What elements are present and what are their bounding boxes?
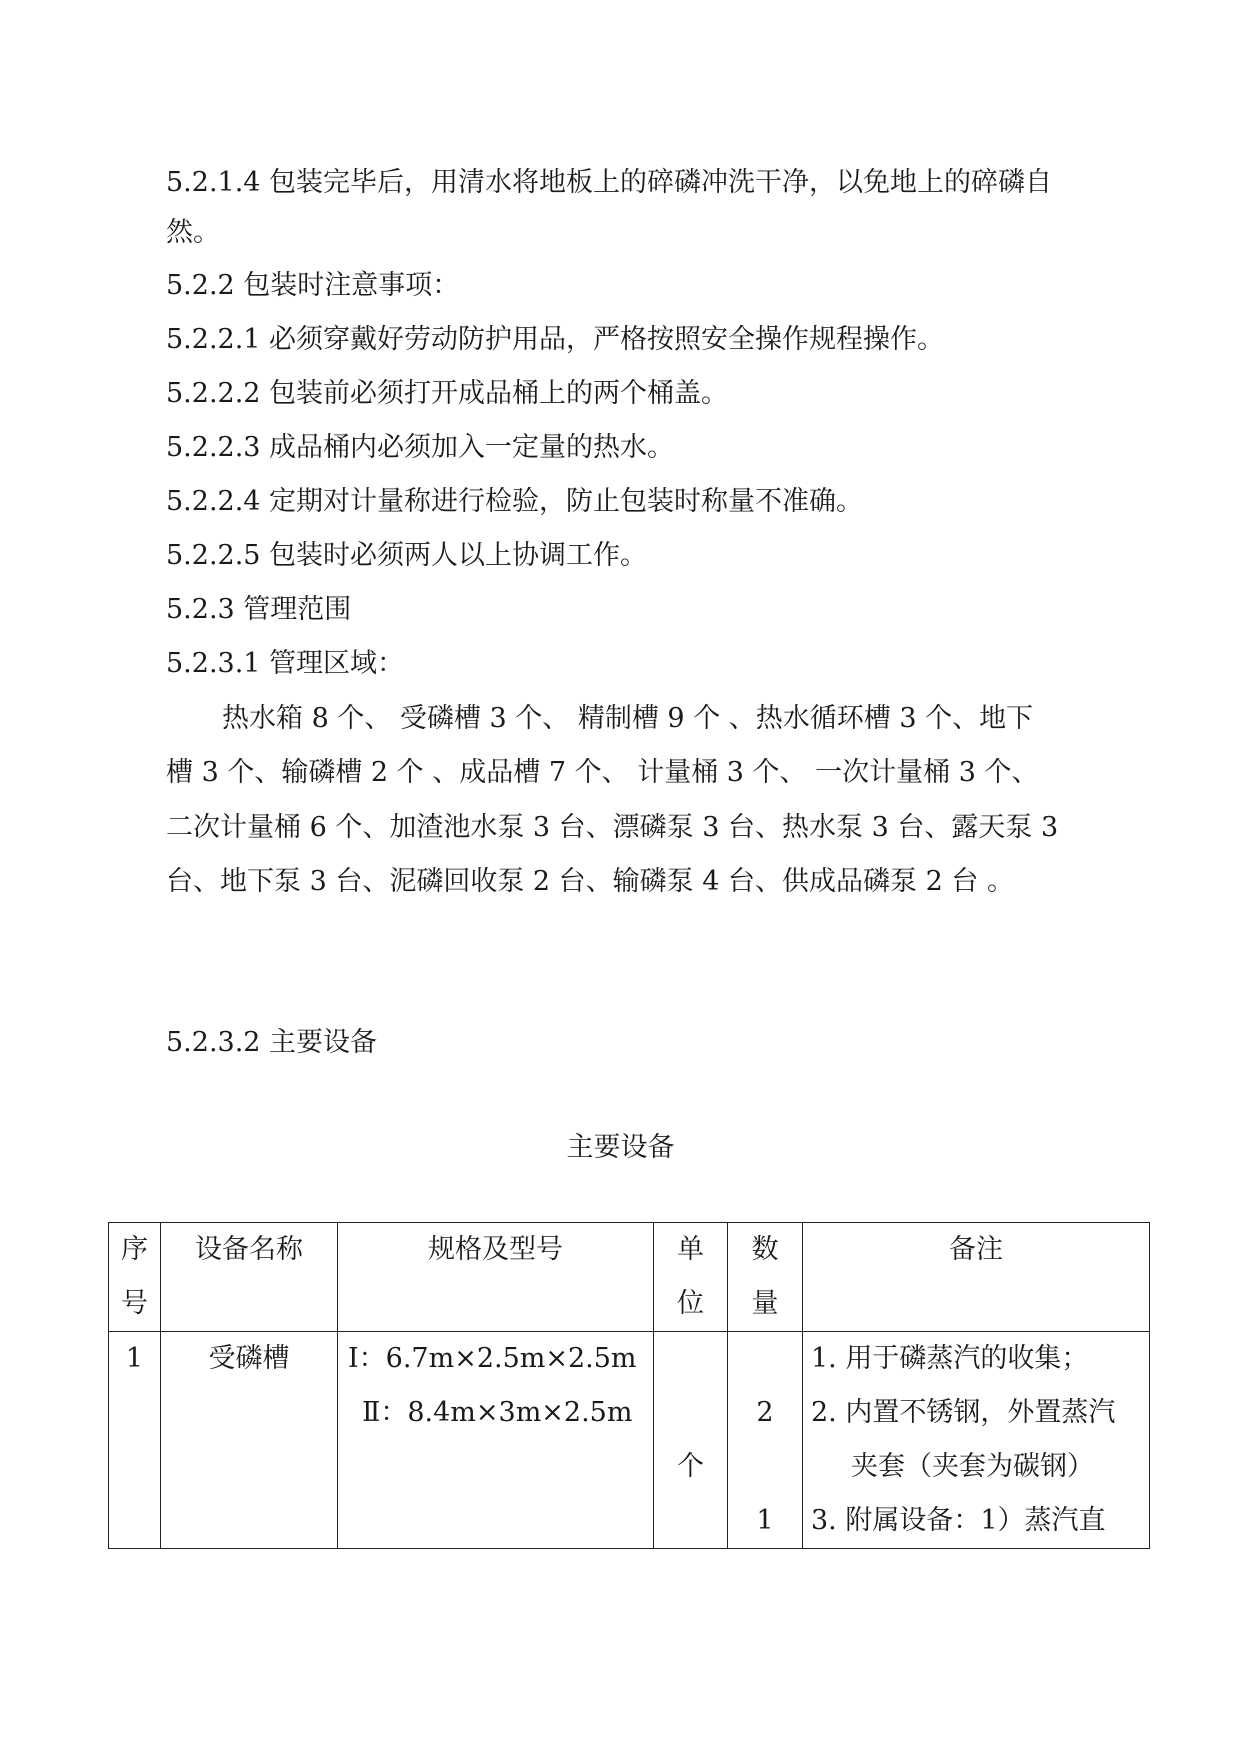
text-line-1: 5.2.1.4 包装完毕后，用清水将地板上的碎磷冲洗干净，以免地上的碎磷自	[166, 167, 1053, 198]
text-line-8: 5.2.2.5 包装时必须两人以上协调工作。	[166, 540, 648, 571]
spec-line-1: Ⅰ：6.7m×2.5m×2.5m	[348, 1343, 637, 1374]
area-line-1: 热水箱 8 个、 受磷槽 3 个、 精制槽 9 个 、热水循环槽 3 个、地下	[222, 703, 1034, 734]
equipment-table	[108, 1222, 1150, 1549]
spec-line-2: Ⅱ：8.4m×3m×2.5m	[362, 1397, 633, 1428]
table-header-row	[109, 1223, 1150, 1332]
cell-spec	[338, 1332, 654, 1549]
section-heading: 5.2.3.2 主要设备	[166, 1027, 378, 1058]
note-2-cont: 夹套（夹套为碳钢）	[851, 1451, 1094, 1482]
header-seq: 序 号	[109, 1223, 161, 1332]
cell-unit: 个	[654, 1332, 728, 1549]
header-unit: 单 位	[654, 1223, 728, 1332]
cell-name: 受磷槽	[161, 1332, 338, 1549]
area-line-4: 台、地下泵 3 台、泥磷回收泵 2 台、输磷泵 4 台、供成品磷泵 2 台 。	[166, 866, 1014, 897]
header-qty: 数 量	[728, 1223, 803, 1332]
qty-value-1: 2	[756, 1397, 774, 1428]
qty-value-2: 1	[756, 1505, 774, 1536]
text-line-7: 5.2.2.4 定期对计量称进行检验，防止包装时称量不准确。	[166, 486, 864, 517]
area-line-2: 槽 3 个、输磷槽 2 个 、成品槽 7 个、 计量桶 3 个、 一次计量桶 3 个、	[166, 757, 1039, 788]
area-line-3: 二次计量桶 6 个、加渣池水泵 3 台、漂磷泵 3 台、热水泵 3 台、露天泵 3	[166, 812, 1059, 843]
text-line-5: 5.2.2.2 包装前必须打开成品桶上的两个桶盖。	[166, 378, 729, 409]
note-2: 2. 内置不锈钢，外置蒸汽	[811, 1397, 1116, 1428]
note-3: 3. 附属设备：1）蒸汽直	[811, 1505, 1106, 1536]
note-1: 1. 用于磷蒸汽的收集；	[811, 1343, 1089, 1374]
cell-qty	[728, 1332, 803, 1549]
cell-seq: 1	[109, 1332, 161, 1549]
text-line-2: 然。	[166, 217, 220, 248]
header-name: 设备名称	[161, 1223, 338, 1332]
header-spec: 规格及型号	[338, 1223, 654, 1332]
text-line-4: 5.2.2.1 必须穿戴好劳动防护用品，严格按照安全操作规程操作。	[166, 324, 945, 355]
table-row	[109, 1332, 1150, 1549]
text-line-6: 5.2.2.3 成品桶内必须加入一定量的热水。	[166, 432, 675, 463]
cell-notes	[803, 1332, 1150, 1549]
text-line-9: 5.2.3 管理范围	[166, 594, 352, 625]
header-notes: 备注	[803, 1223, 1150, 1332]
text-line-3: 5.2.2 包装时注意事项：	[166, 270, 460, 301]
table-title: 主要设备	[566, 1132, 675, 1163]
text-line-10: 5.2.3.1 管理区域：	[166, 648, 405, 679]
